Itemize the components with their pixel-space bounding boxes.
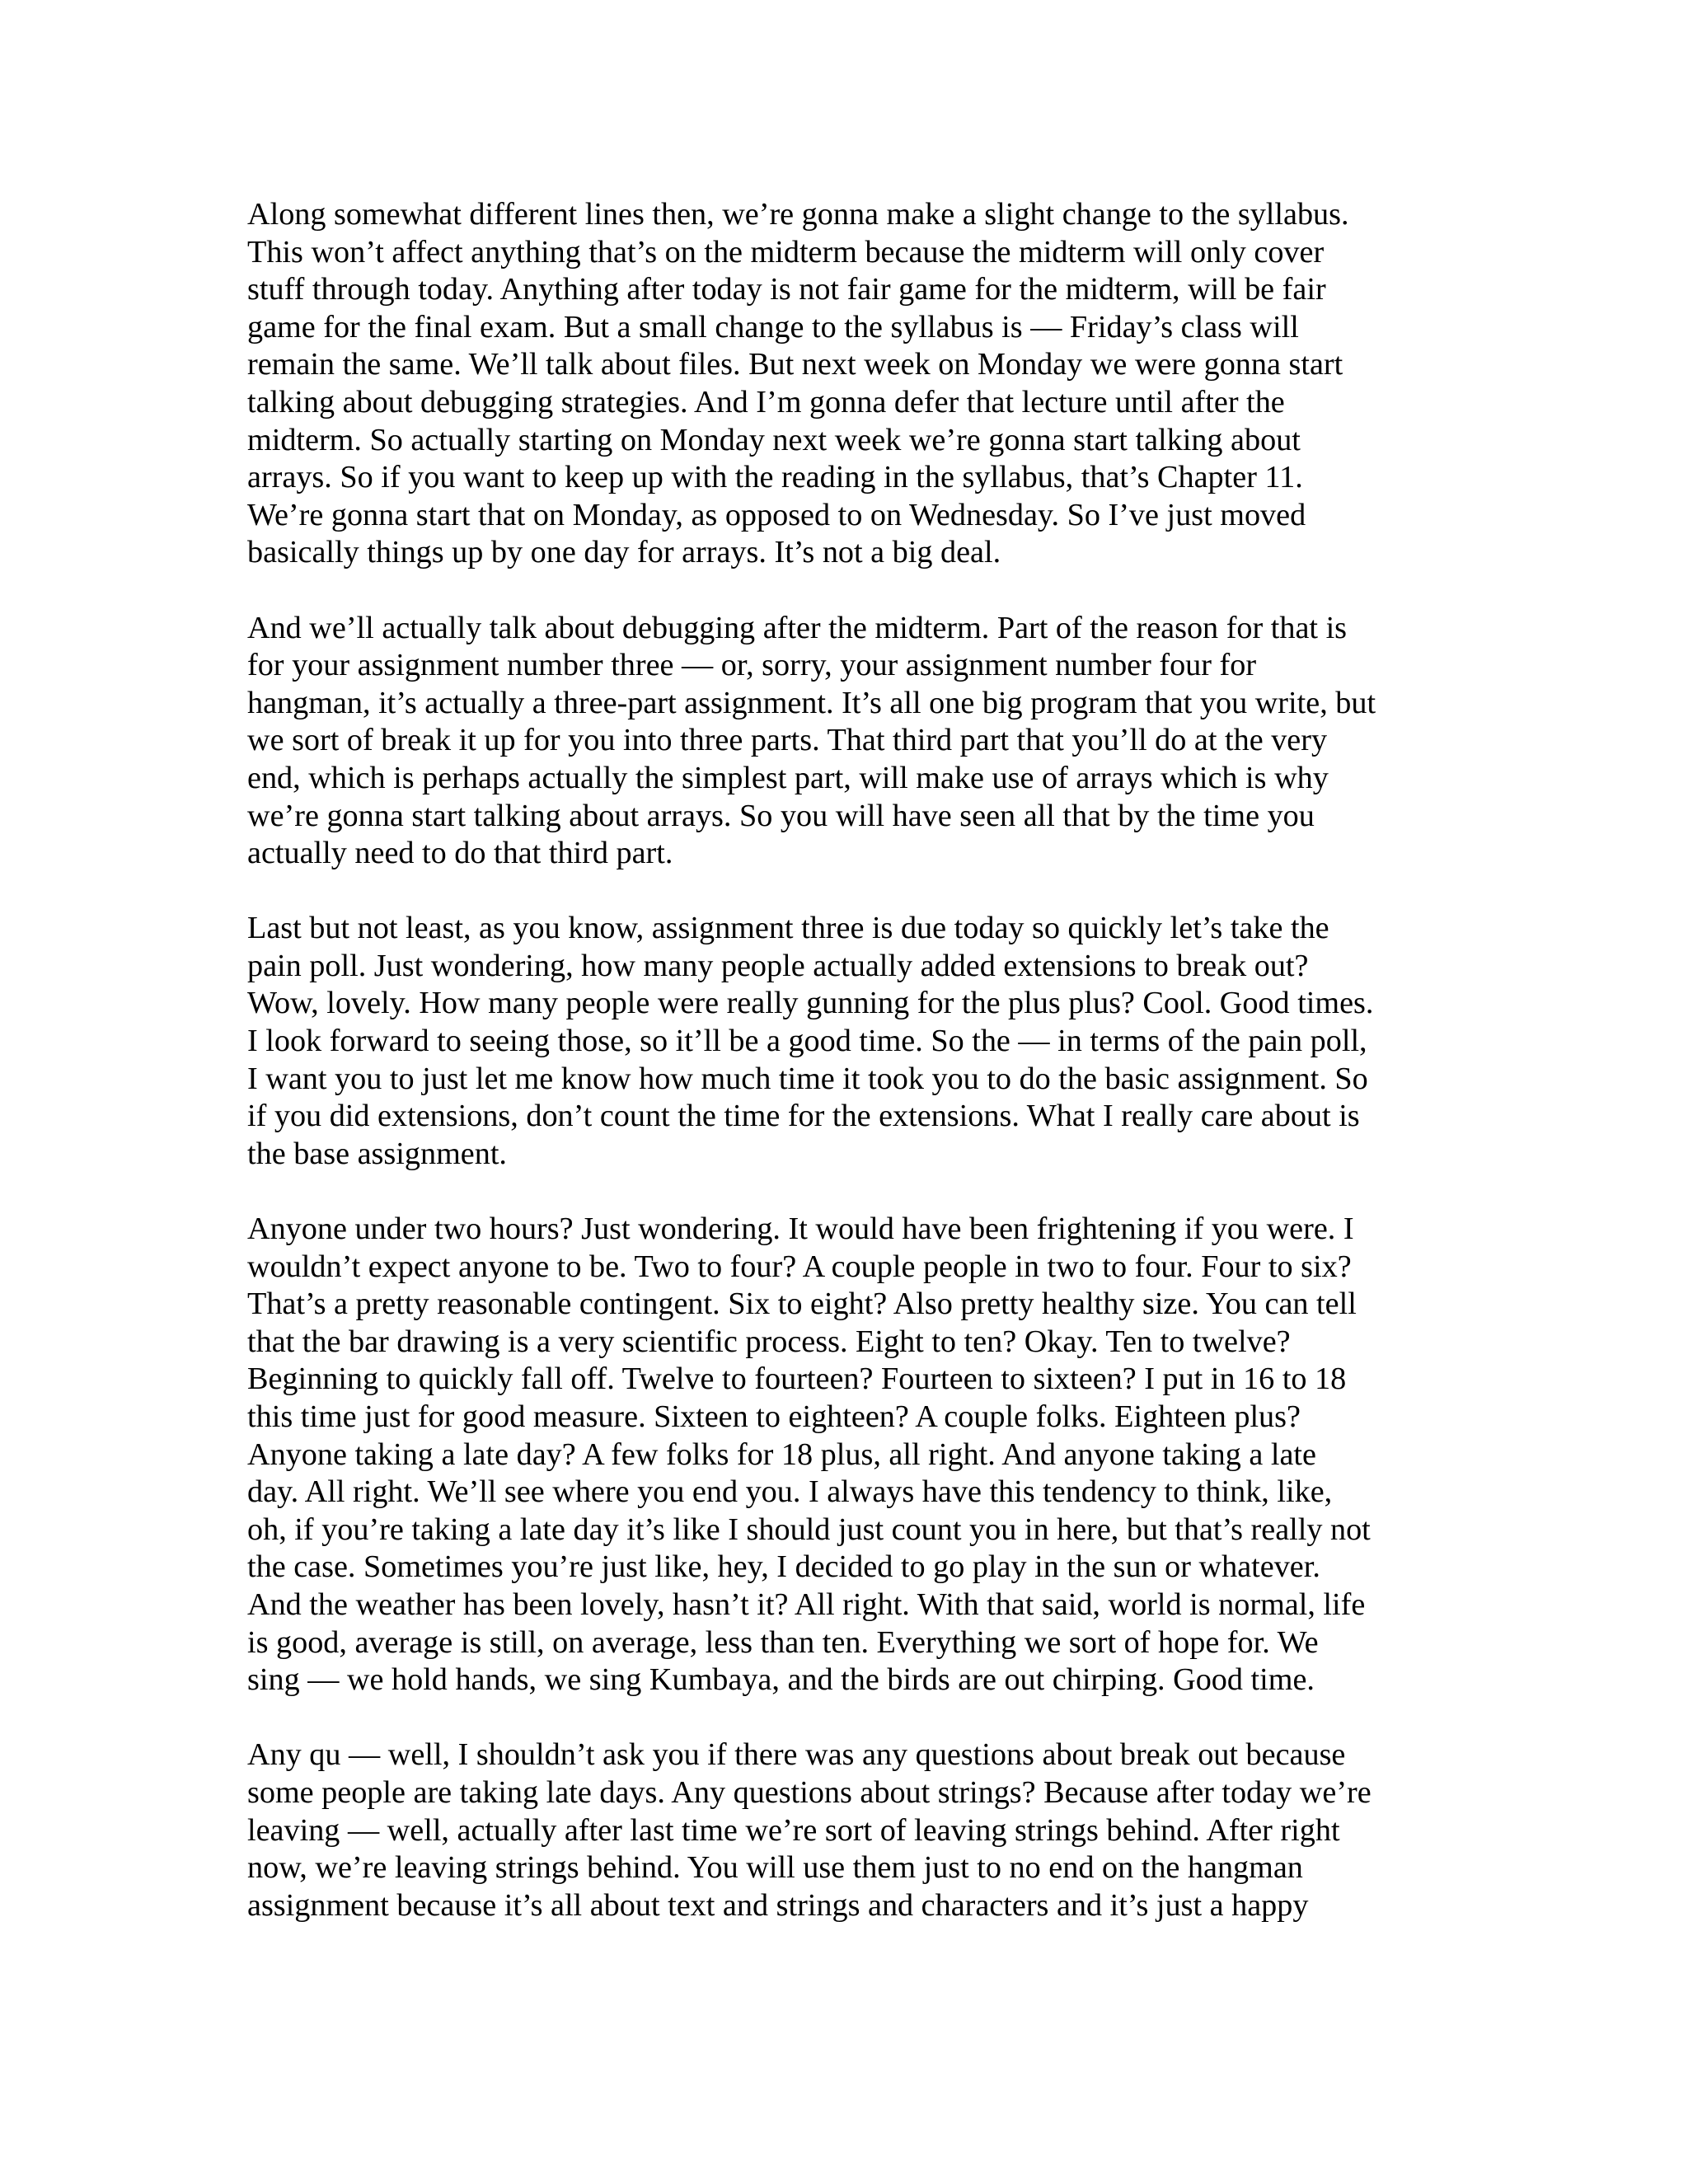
text-line: arrays. So if you want to keep up with the reading in the syllabus, that’s Chapter 11. [247, 460, 1303, 495]
transcript-body [247, 196, 1451, 1962]
text-line: And we’ll actually talk about debugging after the midterm. Part of the reason for that is [247, 610, 1348, 645]
text-line: for your assignment number three — or, sorry, your assignment number four for [247, 648, 1257, 683]
text-line: Anyone under two hours? Just wondering. It would have been frightening if you were. I [247, 1212, 1354, 1247]
text-line: if you did extensions, don’t count the time for the extensions. What I really care about is [247, 1099, 1360, 1134]
text-line: I look forward to seeing those, so it’ll be a good time. So the — in terms of the pain poll, [247, 1024, 1367, 1059]
text-line: Last but not least, as you know, assignment three is due today so quickly let’s take the [247, 911, 1329, 946]
text-line: is good, average is still, on average, less than ten. Everything we sort of hope for. We [247, 1624, 1319, 1660]
text-line: talking about debugging strategies. And I’m gonna defer that lecture until after the [247, 384, 1285, 419]
text-line: And the weather has been lovely, hasn’t it? All right. With that said, world is normal, life [247, 1586, 1366, 1622]
text-line: oh, if you’re taking a late day it’s like I should just count you in here, but that’s really not [247, 1511, 1371, 1547]
text-line: that the bar drawing is a very scientific process. Eight to ten? Okay. Ten to twelve? [247, 1324, 1291, 1359]
text-line: the case. Sometimes you’re just like, hey, I decided to go play in the sun or whatever. [247, 1549, 1320, 1585]
text-line: we sort of break it up for you into three parts. That third part that you’ll do at the very [247, 723, 1328, 758]
text-line: end, which is perhaps actually the simplest part, will make use of arrays which is why [247, 760, 1329, 795]
text-line: hangman, it’s actually a three-part assignment. It’s all one big program that you write, but [247, 685, 1376, 720]
text-line: day. All right. We’ll see where you end you. I always have this tendency to think, like, [247, 1474, 1333, 1510]
text-line: Wow, lovely. How many people were really gunning for the plus plus? Cool. Good times. [247, 986, 1374, 1021]
text-line: Beginning to quickly fall off. Twelve to fourteen? Fourteen to sixteen? I put in 16 to 18 [247, 1361, 1347, 1397]
paragraph-pain-poll [247, 910, 1451, 1173]
paragraph-debugging [247, 610, 1451, 873]
text-line: pain poll. Just wondering, how many people actually added extensions to break out? [247, 948, 1309, 983]
text-line: actually need to do that third part. [247, 836, 673, 871]
text-line: Any qu — well, I shouldn’t ask you if there was any questions about break out because [247, 1737, 1346, 1773]
text-line: Along somewhat different lines then, we’re gonna make a slight change to the syllabus. [247, 197, 1349, 232]
text-line: wouldn’t expect anyone to be. Two to four? A couple people in two to four. Four to six? [247, 1249, 1352, 1284]
text-line: remain the same. We’ll talk about files. But next week on Monday we were gonna start [247, 347, 1343, 382]
text-line: some people are taking late days. Any questions about strings? Because after today we’re [247, 1774, 1372, 1810]
paragraph-strings-questions [247, 1736, 1451, 1924]
text-line: I want you to just let me know how much time it took you to do the basic assignment. So [247, 1061, 1368, 1096]
text-line: this time just for good measure. Sixteen to eighteen? A couple folks. Eighteen plus? [247, 1399, 1301, 1434]
text-line: stuff through today. Anything after today is not fair game for the midterm, will be fair [247, 272, 1326, 307]
text-line: assignment because it’s all about text and strings and characters and it’s just a happy [247, 1887, 1309, 1923]
text-line: now, we’re leaving strings behind. You will use them just to no end on the hangman [247, 1850, 1303, 1886]
text-line: That’s a pretty reasonable contingent. Six to eight? Also pretty healthy size. You can tell [247, 1286, 1357, 1322]
text-line: game for the final exam. But a small change to the syllabus is — Friday’s class will [247, 309, 1299, 344]
text-line: we’re gonna start talking about arrays. So you will have seen all that by the time you [247, 798, 1315, 833]
text-line: We’re gonna start that on Monday, as opposed to on Wednesday. So I’ve just moved [247, 497, 1306, 532]
paragraph-syllabus-change [247, 196, 1451, 572]
text-line: This won’t affect anything that’s on the midterm because the midterm will only cover [247, 234, 1325, 269]
paragraph-poll-results [247, 1211, 1451, 1699]
text-line: basically things up by one day for arrays. It’s not a big deal. [247, 535, 1001, 570]
text-line: the base assignment. [247, 1136, 507, 1171]
text-line: midterm. So actually starting on Monday next week we’re gonna start talking about [247, 422, 1301, 457]
text-line: sing — we hold hands, we sing Kumbaya, and the birds are out chirping. Good time. [247, 1662, 1315, 1698]
text-line: leaving — well, actually after last time we’re sort of leaving strings behind. After right [247, 1812, 1340, 1848]
text-line: Anyone taking a late day? A few folks for 18 plus, all right. And anyone taking a late [247, 1436, 1316, 1472]
